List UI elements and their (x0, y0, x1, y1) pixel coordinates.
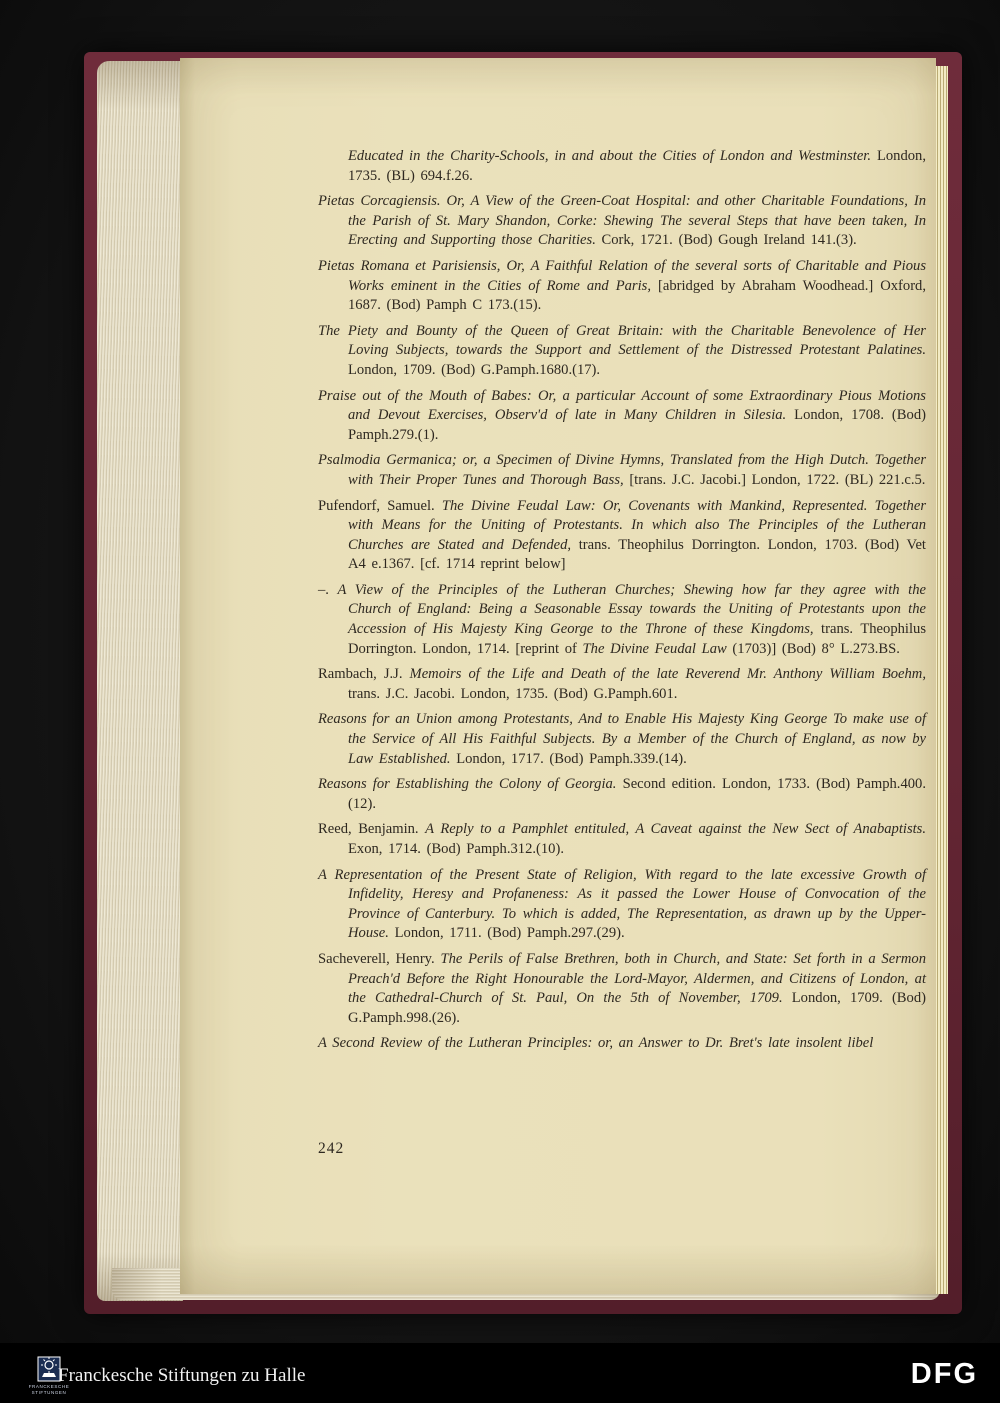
entry-publication-text: [abridged by Abraham Woodhead.] Oxford, 1687. (Bod) Pamph C 173.(15). (348, 277, 927, 314)
bibliography-entry (318, 820, 926, 859)
entry-title-text: Memoirs of the Life and Death of the late Reverend Mr. Anthony William Boehm, (409, 666, 926, 683)
footer-bar (0, 1343, 1000, 1403)
entry-publication-text: –. (318, 581, 338, 598)
entry-publication-text: Rambach, J.J. (318, 666, 410, 683)
bibliography-entry (318, 387, 926, 446)
bibliography-entry (318, 950, 926, 1028)
entry-publication-text: (1703)] (Bod) 8° L.273.BS. (726, 640, 900, 657)
bibliography-entry (318, 581, 926, 659)
entry-publication-text: London, 1711. (Bod) Pamph.297.(29). (388, 925, 625, 942)
entry-publication-text: London, 1735. (BL) 694.f.26. (348, 148, 926, 184)
dfg-logo: DFG (910, 1358, 978, 1390)
bibliography-entry (318, 322, 926, 381)
entry-title-text: The Divine Feudal Law (582, 640, 727, 657)
entry-publication-text: Cork, 1721. (Bod) Gough Ireland 141.(3). (595, 232, 857, 249)
entry-title-text: Pietas Corcagiensis. Or, A View of the Green-Coat Hospital: and other Charitable Foundations, In the Parish of St. Mary Shandon, Corke: Shewing The several Steps that have been taken, In Erecting and Supporting those Charities. (318, 193, 926, 249)
bibliography-entry (318, 665, 926, 704)
entry-publication-text: Reed, Benjamin. (318, 821, 426, 838)
entry-publication-text: trans. Theophilus Dorrington. London, 1714. [reprint of (348, 621, 926, 657)
franckesche-logo-caption-line1: FRANCKESCHE (28, 1384, 70, 1389)
entry-publication-text: trans. Theophilus Dorrington. London, 1703. (Bod) Vet A4 e.1367. [cf. 1714 reprint below] (348, 536, 926, 573)
entry-publication-text: London, 1708. (Bod) Pamph.279.(1). (348, 407, 926, 443)
page-stack-left-edge (97, 61, 183, 1301)
entry-publication-text: London, 1717. (Bod) Pamph.339.(14). (450, 750, 687, 767)
entry-title-text: A Reply to a Pamphlet entituled, A Caveat against the New Sect of Anabaptists. (425, 821, 927, 838)
bibliography-entry (318, 775, 926, 814)
entry-publication-text: London, 1709. (Bod) G.Pamph.998.(26). (348, 990, 926, 1026)
entry-title-text: A View of the Principles of the Lutheran Churches; Shewing how far they agree with the Church of England: Being a Seasonable Essay towards the Uniting of Protestants upon the Accession of His Majesty King George to the Throne of these Kingdoms, (337, 581, 927, 638)
library-name: Franckesche Stiftungen zu Halle (58, 1365, 306, 1386)
entry-title-text: Praise out of the Mouth of Babes: Or, a particular Account of some Extraordinary Pious Motions and Devout Exercises, Observ'd of late in Many Children in Silesia. (318, 387, 926, 424)
entry-title-text: The Perils of False Brethren, both in Church, and State: Set forth in a Sermon Preach'd Before the Right Honourable the Lord-Mayor, Aldermen, and Citizens of London, at the Cathedral-Church of St. Paul, On the 5th of November, 1709. (348, 950, 927, 1007)
bibliography-entry (318, 192, 926, 251)
bibliography-entry (318, 866, 926, 944)
franckesche-logo-caption-line2: STIFTUNGEN (31, 1389, 67, 1395)
bibliography-entry (318, 710, 926, 769)
entry-title-text: Psalmodia Germanica; or, a Specimen of Divine Hymns, Translated from the High Dutch. Together with Their Proper Tunes and Thorough Bass, (318, 452, 926, 488)
entry-title-text: A Second Review of the Lutheran Principles: or, an Answer to Dr. Bret's late insolent libel (318, 1035, 874, 1052)
bibliography-entry (318, 257, 926, 316)
entry-publication-text: trans. J.C. Jacobi. London, 1735. (Bod) G.Pamph.601. (348, 685, 678, 702)
entry-publication-text: Pufendorf, Samuel. (318, 497, 442, 514)
entry-publication-text: [trans. J.C. Jacobi.] London, 1722. (BL) 221.c.5. (623, 471, 926, 488)
entry-title-text: Pietas Romana et Parisiensis, Or, A Faithful Relation of the several sorts of Charitable and Pious Works eminent in the Cities of Rome and Paris, (318, 257, 926, 294)
bibliography-entry (318, 497, 926, 575)
entry-title-text: A Representation of the Present State of Religion, With regard to the late excessive Growth of Infidelity, Heresy and Profaneness: As it passed the Lower House of Convocation of the Province of Canterbury. To which is added, The Representation, as drawn up by the Upper-House. (318, 866, 926, 942)
entry-title-text: Reasons for Establishing the Colony of Georgia. (318, 776, 617, 793)
page-number: 242 (318, 1140, 345, 1157)
entry-publication-text: Second edition. London, 1733. (Bod) Pamph.400.(12). (348, 776, 926, 812)
bibliography-entries (318, 147, 926, 1060)
entry-title-text: The Divine Feudal Law: Or, Covenants with Mankind, Represented. Together with Means for the Uniting of Protestants. In which also The Principles of the Lutheran Churches are Stated and Defended, (348, 497, 926, 553)
bibliography-entry (318, 147, 926, 186)
entry-publication-text: Sacheverell, Henry. (318, 950, 441, 967)
entry-title-text: The Piety and Bounty of the Queen of Great Britain: with the Charitable Benevolence of Her Loving Subjects, towards the Support and Settlement of the Distressed Protestant Palatines. (318, 322, 926, 359)
entry-publication-text: London, 1709. (Bod) G.Pamph.1680.(17). (348, 361, 601, 378)
entry-title-text: Reasons for an Union among Protestants, And to Enable His Majesty King George To make use of the Service of All His Faithful Subjects. By a Member of the Church of England, as now by Law Established. (318, 711, 926, 767)
entry-title-text: Educated in the Charity-Schools, in and about the Cities of London and Westminster. (348, 148, 872, 164)
bibliography-entry (318, 1034, 926, 1054)
bibliography-entry (318, 451, 926, 490)
entry-publication-text: Exon, 1714. (Bod) Pamph.312.(10). (348, 841, 564, 857)
page-fore-edge (934, 66, 948, 1294)
